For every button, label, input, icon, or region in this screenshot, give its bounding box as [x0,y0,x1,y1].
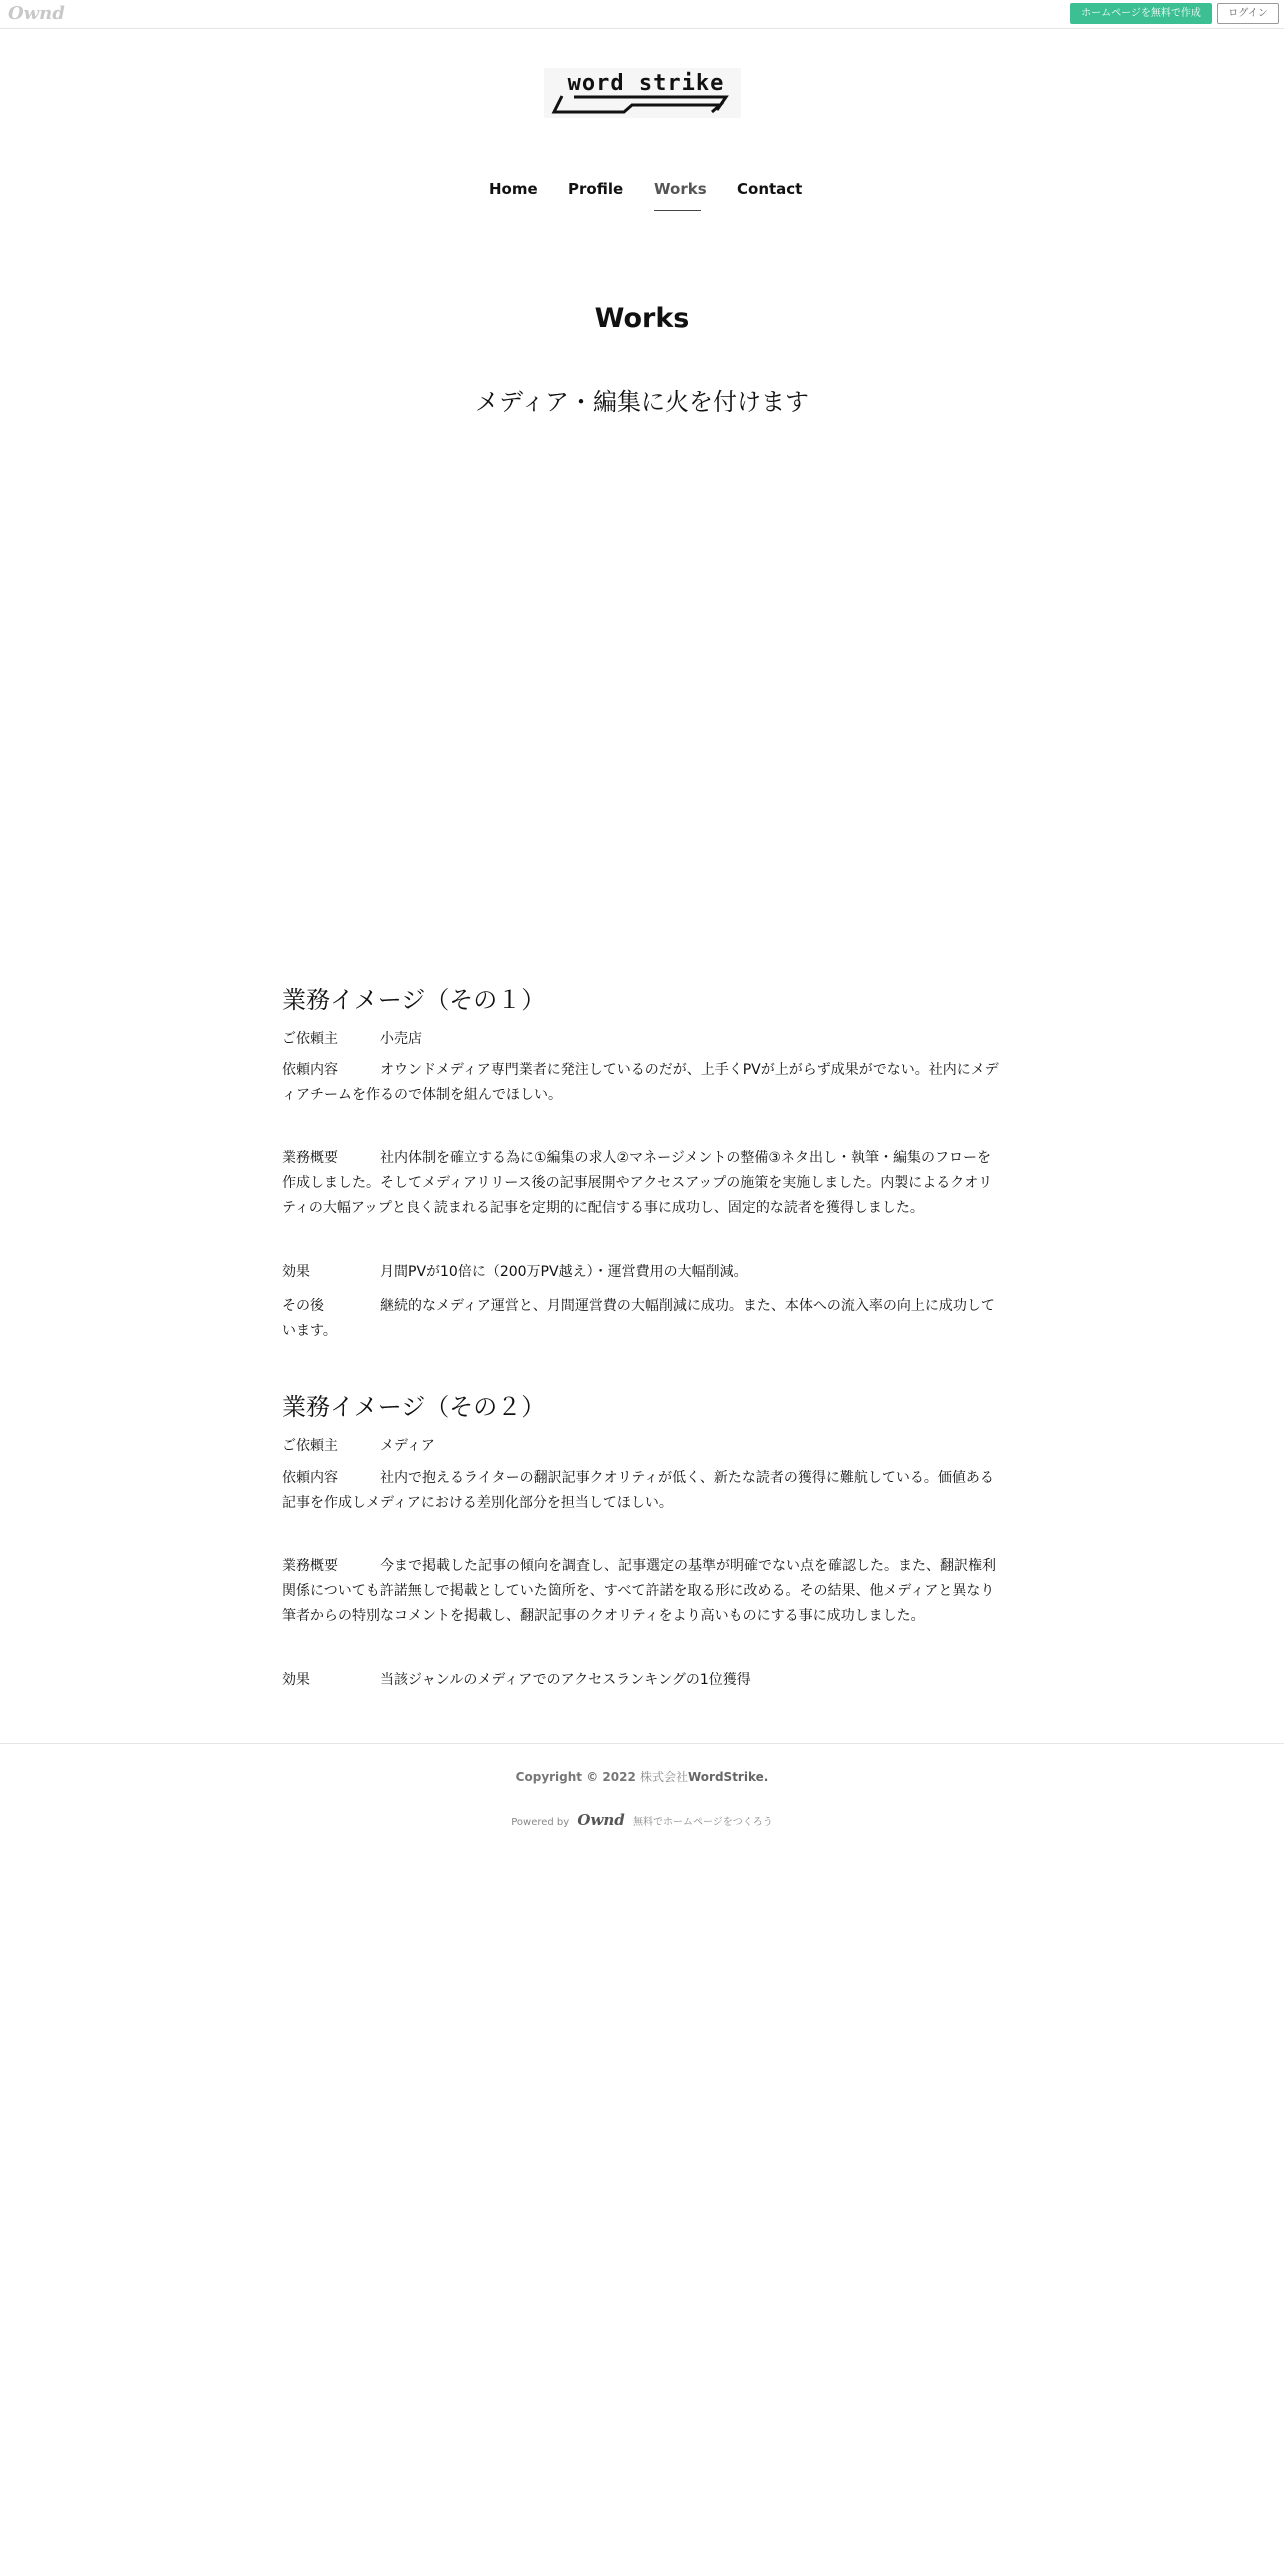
row-value: 今まで掲載した記事の傾向を調査し、記事選定の基準が明確でない点を確認した。また、翻訳権利関係についても許諾無しで掲載としていた箇所を、すべて許諾を取る形に改める。その結果、他メディアと異なり筆者からの特別なコメントを掲載し、翻訳記事のクオリティをより高いものにする事に成功しました。 [282,1558,996,1624]
powered-by-label: Powered by [511,1817,570,1828]
row-label: ご依頼主 [282,1031,338,1047]
row-value: 当該ジャンルのメディアでのアクセスランキングの1位獲得 [380,1672,751,1688]
section-title: 業務イメージ（その１） [282,986,546,1014]
row-label: その後 [282,1298,324,1314]
row-effect [282,1260,1002,1285]
site-logo[interactable] [544,68,741,118]
row-label: 効果 [282,1264,310,1280]
page-subtitle: メディア・編集に火を付けます [474,388,810,416]
row-effect [282,1668,1002,1693]
logo-text: word strike [567,71,725,96]
row-label: 業務概要 [282,1558,338,1574]
powered-by-link[interactable]: 無料でホームページをつくろう [632,1817,773,1828]
nav-contact[interactable]: Contact [737,180,803,198]
copyright-company: WordStrike. [687,1770,769,1784]
row-value: 継続的なメディア運営と、月間運営費の大幅削減に成功。また、本体への流入率の向上に成功しています。 [282,1298,995,1339]
row-value: 月間PVが10倍に（200万PV越え）・運営費用の大幅削減。 [380,1264,748,1280]
row-value: 社内で抱えるライターの翻訳記事クオリティが低く、新たな読者の獲得に難航している。価値ある記事を作成しメディアにおける差別化部分を担当してほしい。 [282,1470,994,1511]
page-title: Works [594,303,690,334]
row-label: ご依頼主 [282,1438,338,1454]
copyright [0,1768,1284,1785]
row-value: 小売店 [380,1031,422,1047]
nav-home[interactable]: Home [489,180,538,198]
nav-works[interactable]: Works [654,180,707,198]
row-value: オウンドメディア専門業者に発注しているのだが、上手くPVが上がらず成果がでない。社内にメディアチームを作るので体制を組んでほしい。 [282,1062,999,1103]
row-after [282,1294,1002,1344]
copyright-company-jp: 株式会社 [639,1770,688,1784]
row-value: 社内体制を確立する為に①編集の求人②マネージメントの整備③ネタ出し・執筆・編集のフローを作成しました。そしてメディアリリース後の記事展開やアクセスアップの施策を実施しました。内製によるクオリティの大幅アップと良く読まれる記事を定期的に配信する事に成功し、固定的な読者を獲得しました。 [282,1150,993,1216]
active-nav-underline [654,210,701,211]
row-label: 依頼内容 [282,1470,338,1486]
row-label: 効果 [282,1672,310,1688]
row-request [282,1466,1002,1516]
top-bar [0,0,1284,29]
row-client [282,1434,1002,1459]
nav-profile[interactable]: Profile [568,180,624,198]
footer-divider [0,1743,1284,1744]
login-button[interactable]: ログイン [1217,3,1279,24]
row-value: メディア [380,1438,435,1454]
create-homepage-button[interactable]: ホームページを無料で作成 [1070,3,1212,24]
copyright-prefix: Copyright © 2022 [515,1770,640,1784]
ownd-footer-logo[interactable]: Ownd [577,1811,625,1829]
row-overview [282,1554,1002,1629]
row-client [282,1027,1002,1052]
row-label: 業務概要 [282,1150,338,1166]
section-title: 業務イメージ（その２） [282,1393,546,1421]
row-overview [282,1146,1002,1221]
row-label: 依頼内容 [282,1062,338,1078]
ownd-logo[interactable]: Ownd [8,3,65,24]
powered-by [0,1811,1284,1829]
row-request [282,1058,1002,1108]
